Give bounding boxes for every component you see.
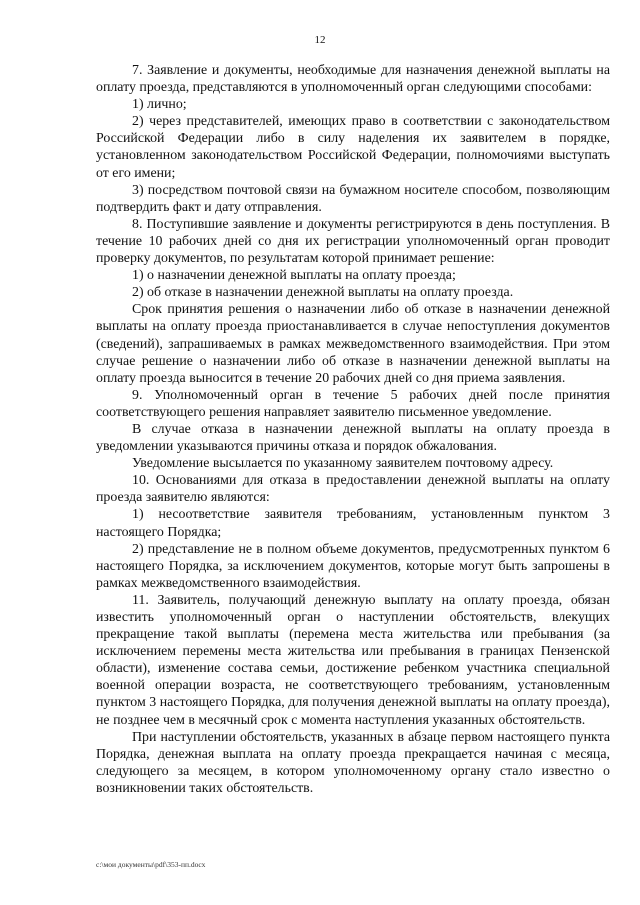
footer-file-path: c:\мои документы\pdf\353-пп.docx [96,860,206,869]
paragraph-8-item-2: 2) об отказе в назначении денежной выплаты на оплату проезда. [132,285,514,301]
document-body [96,62,610,797]
paragraph-11-termination: При наступлении обстоятельств, указанных в абзаце первом настоящего пункта Порядка, денежная выплата на оплату проезда прекращается начиная с месяца, следующего за месяцем, в котором уполномоченному органу стало известно о возникновении таких обстоятельств. [96,729,610,796]
paragraph-9-refusal: В случае отказа в назначении денежной выплаты на оплату проезда в уведомлении указываются причины отказа и порядок обжалования. [96,421,610,455]
paragraph-8: 8. Поступившие заявление и документы регистрируются в день поступления. В течение 10 рабочих дней со дня их регистрации уполномоченный орган проводит проверку документов, по результатам которой принимает решение: [96,216,610,267]
paragraph-8-deadline: Срок принятия решения о назначении либо об отказе в назначении денежной выплаты на оплату проезда приостанавливается в случае непоступления документов (сведений), запрашиваемых в рамках межведомственного взаимодействия. При этом случае решение о назначении либо об отказе в назначении денежной выплаты на оплату проезда выносится в течение 20 рабочих дней со дня приема заявления. [96,302,610,386]
paragraph-9: 9. Уполномоченный орган в течение 5 рабочих дней после принятия соответствующего решения направляет заявителю письменное уведомление. [96,387,610,420]
paragraph-11: 11. Заявитель, получающий денежную выплату на оплату проезда, обязан известить уполномоченный орган о наступлении обстоятельств, влекущих прекращение такой выплаты (перемена места жительства или пребывания (за исключением перемены места жительства или пребывания в границах Пензенской области), изменение состава семьи, достижение ребенком участника специальной военной операции возраста, не соответствующего требованиям, установленным пунктом 3 настоящего Порядка, для получения денежной выплаты на оплату проезда), не позднее чем в месячный срок с момента наступления указанных обстоятельств. [96,592,610,728]
paragraph-10: 10. Основаниями для отказа в предоставлении денежной выплаты на оплату проезда заявителю являются: [96,473,610,506]
paragraph-7: 7. Заявление и документы, необходимые для назначения денежной выплаты на оплату проезда, представляются в уполномоченный орган следующими способами: [96,63,610,96]
page-number: 12 [314,34,326,46]
paragraph-7-item-3: 3) посредством почтовой связи на бумажном носителе способом, позволяющим подтвердить факт и дату отправления. [96,182,610,215]
paragraph-10-item-1: 1) несоответствие заявителя требованиям, установленным пунктом 3 настоящего Порядка; [96,507,610,540]
paragraph-10-item-2: 2) представление не в полном объеме документов, предусмотренных пунктом 6 настоящего Порядка, за исключением документов, которые могут быть запрошены в рамках межведомственного взаимодействия. [96,541,610,591]
paragraph-7-item-1: 1) лично; [132,97,187,113]
paragraph-7-item-2: 2) через представителей, имеющих право в соответствии с законодательством Российской Федерации либо в силу наделения их заявителем в порядке, установленном законодательством Российской Федерации, полномочиями выступать от его имени; [96,114,610,181]
paragraph-8-item-1: 1) о назначении денежной выплаты на оплату проезда; [132,268,456,284]
paragraph-9-mailing: Уведомление высылается по указанному заявителем почтовому адресу. [132,456,554,472]
